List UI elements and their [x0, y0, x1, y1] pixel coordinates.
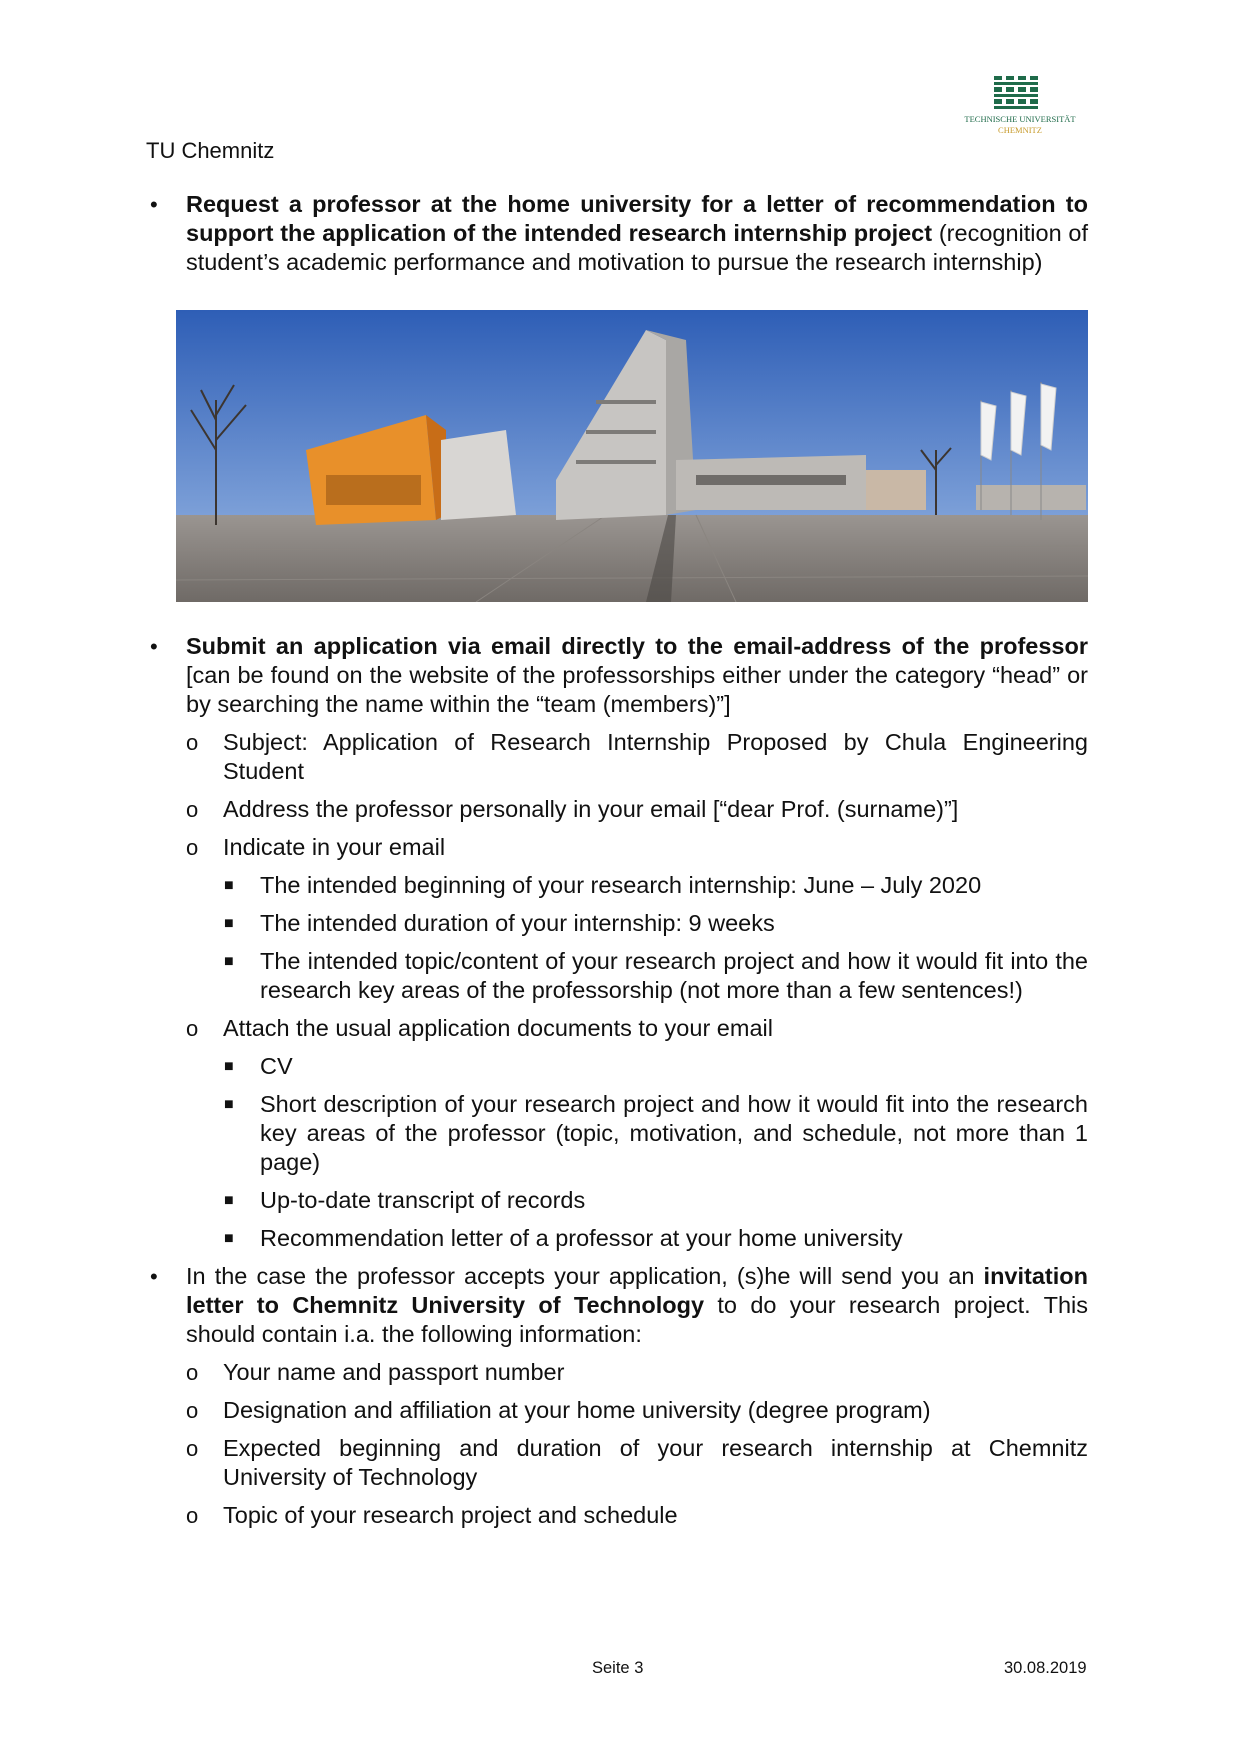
list-item: o Expected beginning and duration of your research internship at Chemnitz University of Technology	[186, 1435, 1088, 1490]
square-bullet-icon: ■	[224, 1058, 234, 1075]
list-item: • In the case the professor accepts your application, (s)he will send you an invitation letter to Chemnitz University of Technology to do your research project. This should contain i.a. the following information:	[150, 1263, 1089, 1347]
square-bullet-icon: ■	[224, 1096, 234, 1113]
list-item	[146, 190, 1088, 277]
circle-bullet-icon: o	[186, 797, 199, 822]
circle-bullet-icon: o	[186, 1016, 199, 1041]
square-bullet-icon: ■	[224, 877, 234, 894]
list-item	[146, 1014, 1088, 1043]
list-item: ■ Short description of your research project and how it would fit into the research key areas of the professor (topic, motivation, and schedule, not more than 1 page)	[224, 1091, 1088, 1175]
square-bullet-icon: ■	[224, 915, 234, 932]
footer-date: 30.08.2019	[1004, 1659, 1087, 1677]
header-title: TU Chemnitz	[146, 138, 275, 163]
list-item: ■ Recommendation letter of a professor at your home university	[224, 1225, 903, 1251]
list-item: o Designation and affiliation at your home university (degree program)	[186, 1397, 931, 1423]
list-item	[146, 833, 1088, 862]
square-bullet-icon: ■	[224, 1230, 234, 1247]
indicate-text: Indicate in your email	[223, 834, 446, 860]
list-item: ■ The intended topic/content of your research project and how it would fit into the research key areas of the professorship (not more than a few sentences!)	[224, 948, 1088, 1003]
address-text: Address the professor personally in your email [“dear Prof. (surname)”]	[223, 796, 959, 822]
bullet1-text: (recognition of student’s academic performance and motivation to pursue the research internship)	[186, 220, 1088, 275]
attach-text: Attach the usual application documents to your email	[223, 1015, 773, 1041]
circle-bullet-icon: o	[186, 1436, 199, 1461]
list-item	[146, 632, 1088, 719]
square-bullet-icon: ■	[224, 1192, 234, 1209]
list-item	[146, 728, 1088, 786]
list-item: o Topic of your research project and schedule	[186, 1502, 678, 1528]
circle-bullet-icon: o	[186, 835, 199, 860]
bullet-dot-icon: •	[150, 192, 158, 217]
list-item	[146, 795, 1088, 824]
bullet2-bold-text: Submit an application via email directly to the email-address of the professor	[186, 633, 1088, 659]
circle-bullet-icon: o	[186, 1360, 199, 1385]
document-body	[146, 190, 1088, 1530]
tu-chemnitz-logo	[960, 76, 1080, 142]
list-item: ■ The intended duration of your internship: 9 weeks	[224, 910, 775, 936]
list-item: ■ Up-to-date transcript of records	[224, 1187, 586, 1213]
page-number: Seite 3	[592, 1659, 644, 1677]
subject-text: Subject: Application of Research Internship Proposed by Chula Engineering Student	[223, 729, 1088, 784]
bullet1-bold-text: Request a professor at the home university for a letter of recommendation to support the application of the intended research internship project	[186, 191, 1088, 246]
circle-bullet-icon: o	[186, 730, 199, 755]
square-bullet-icon: ■	[224, 953, 234, 970]
circle-bullet-icon: o	[186, 1503, 199, 1528]
campus-photo	[176, 310, 1088, 602]
list-item: ■ CV	[224, 1053, 293, 1079]
logo-text-line1: TECHNISCHE UNIVERSITÄT	[964, 114, 1076, 124]
logo-text-line2: CHEMNITZ	[998, 125, 1042, 135]
bullet-dot-icon: •	[150, 634, 158, 659]
circle-bullet-icon: o	[186, 1398, 199, 1423]
list-item: o Your name and passport number	[186, 1359, 565, 1385]
bullet-dot-icon: •	[150, 1264, 158, 1289]
bullet2-text: [can be found on the website of the professorships either under the category “head” or by searching the name within the “team (members)”]	[186, 662, 1088, 717]
list-item: ■ The intended beginning of your research internship: June – July 2020	[224, 872, 982, 898]
